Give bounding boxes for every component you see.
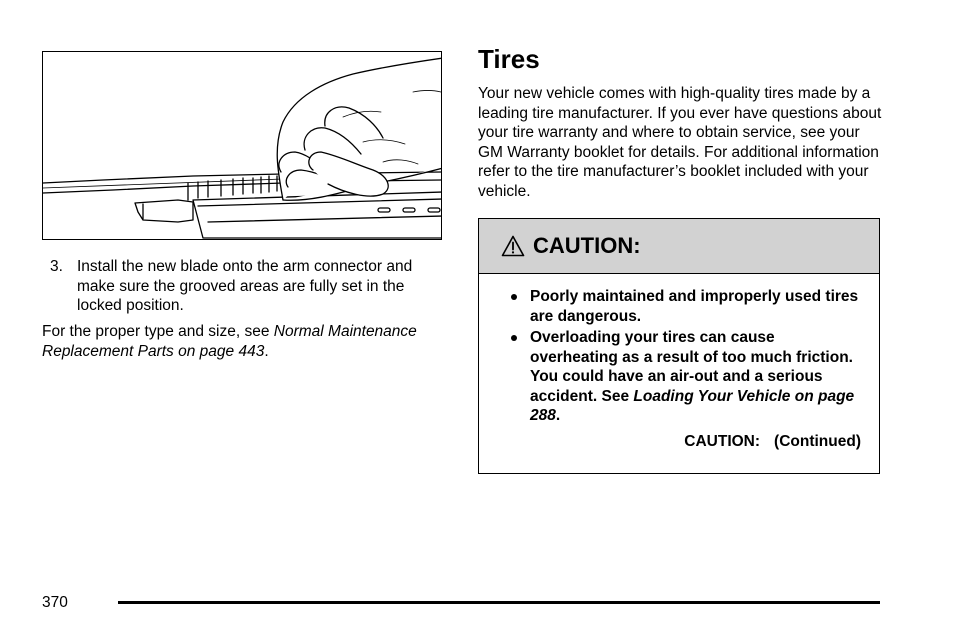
caution-item-text: Overloading your tires can cause overheating as a result of too much friction. You could have an air-out and a serious accident. See [530, 329, 853, 405]
step-number: 3. [50, 258, 63, 275]
wiper-blade-installation-illustration [43, 52, 442, 240]
loading-vehicle-link[interactable]: Loading Your Vehicle on page 288 [530, 387, 855, 424]
caution-header [479, 219, 879, 274]
para-suffix: . [264, 342, 269, 360]
continued-note: (Continued) [774, 433, 861, 450]
caution-continued [684, 433, 861, 451]
continued-label: CAUTION: [684, 433, 761, 450]
replacement-parts-link[interactable]: Normal Maintenance Replacement Parts on page 443 [42, 323, 417, 360]
caution-item-suffix: . [555, 407, 561, 424]
para-prefix: For the proper type and size, see [42, 323, 274, 340]
caution-title: CAUTION: [533, 233, 641, 258]
footer-rule [118, 601, 880, 604]
replacement-parts-paragraph [42, 322, 442, 361]
section-heading: Tires [478, 44, 540, 74]
step-text: Install the new blade onto the arm connector and make sure the grooved areas are fully set in the locked position. [77, 258, 413, 314]
caution-item [509, 328, 859, 426]
warning-triangle-icon [501, 235, 525, 257]
caution-box [478, 218, 880, 474]
page-number: 370 [42, 594, 68, 611]
wiper-blade-figure [42, 51, 442, 240]
step-3 [50, 257, 450, 316]
caution-item: Poorly maintained and improperly used tires are dangerous. [509, 287, 859, 326]
tires-intro-paragraph: Your new vehicle comes with high-quality tires made by a leading tire manufacturer. If you ever have questions about your tire warranty and where to obtain service, see your GM Warranty booklet for details. For additional information refer to the tire manufacturer’s booklet included with your vehicle. [478, 85, 882, 200]
caution-list [509, 287, 859, 428]
